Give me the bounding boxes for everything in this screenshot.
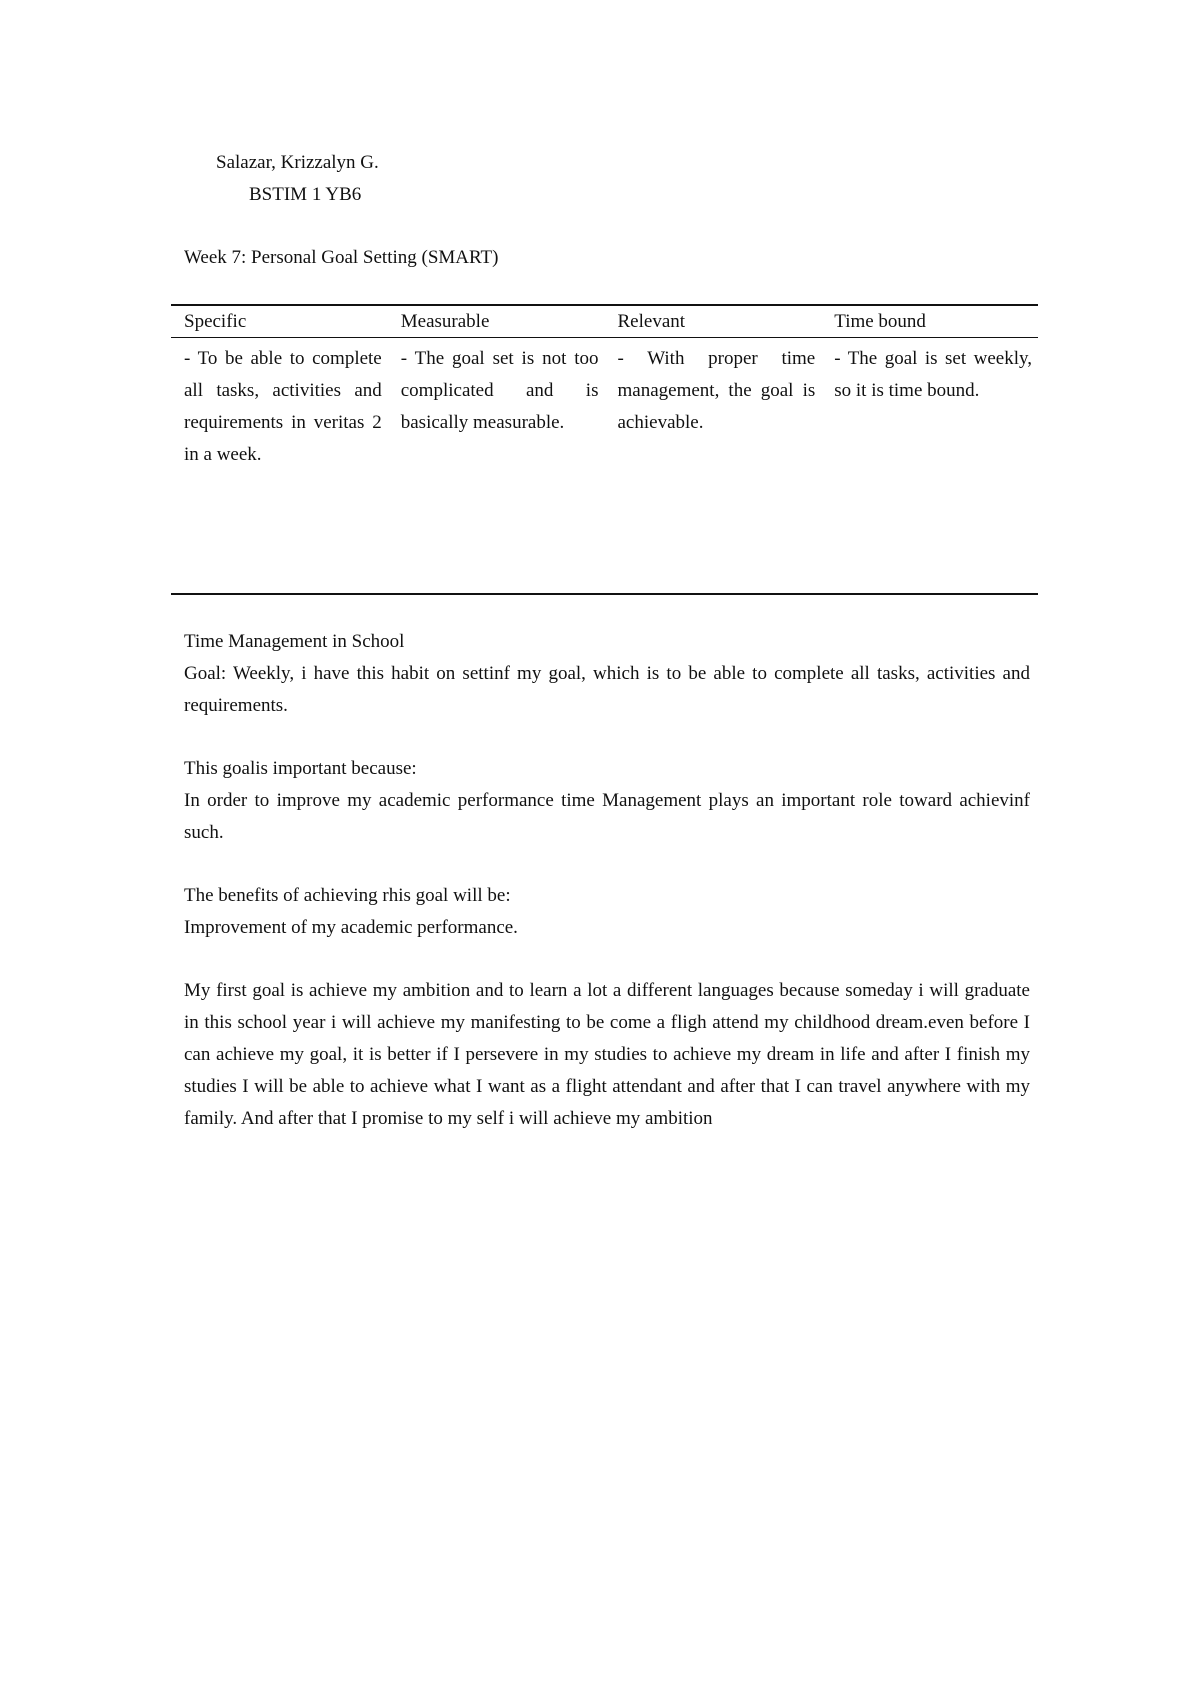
smart-goal-table	[171, 304, 1038, 595]
header-measurable: Measurable	[388, 305, 605, 338]
important-text: In order to improve my academic performance time Management plays an important role toward achievinf such.	[184, 790, 1030, 843]
important-label: This goalis important because:	[184, 758, 417, 779]
student-section: BSTIM 1 YB6	[249, 184, 362, 205]
student-name: Salazar, Krizzalyn G.	[216, 152, 379, 173]
ambition-paragraph: My first goal is achieve my ambition and to learn a lot a different languages because someday i will graduate in this school year i will achieve my manifesting to be come a fligh attend my childhood dream.even before I can achieve my goal, it is better if I persevere in my studies to achieve my dream in life and after I finish my studies I will be able to achieve what I want as a flight attendant and after that I can travel anywhere with my family. And after that I promise to my self i will achieve my ambition	[184, 980, 1030, 1129]
topic-heading: Time Management in School	[184, 631, 405, 652]
table-header-row	[171, 305, 1038, 338]
paragraph-gap	[184, 849, 1030, 880]
cell-measurable: - The goal set is not too complicated and is basically measurable.	[388, 338, 605, 595]
benefits-text: Improvement of my academic performance.	[184, 917, 518, 938]
goal-statement: Goal: Weekly, i have this habit on settinf my goal, which is to be able to complete all tasks, activities and requirements.	[184, 663, 1030, 716]
header-time-bound: Time bound	[821, 305, 1038, 338]
cell-specific: - To be able to complete all tasks, activities and requirements in veritas 2 in a week.	[171, 338, 388, 595]
cell-time-bound: - The goal is set weekly, so it is time bound.	[821, 338, 1038, 595]
benefits-label: The benefits of achieving rhis goal will be:	[184, 885, 511, 906]
header-relevant: Relevant	[605, 305, 822, 338]
body-text	[184, 626, 1030, 1135]
paragraph-gap	[184, 944, 1030, 975]
header-specific: Specific	[171, 305, 388, 338]
table-row	[171, 338, 1038, 595]
cell-relevant: - With proper time management, the goal is achievable.	[605, 338, 822, 595]
page-title: Week 7: Personal Goal Setting (SMART)	[184, 247, 499, 268]
paragraph-gap	[184, 722, 1030, 753]
